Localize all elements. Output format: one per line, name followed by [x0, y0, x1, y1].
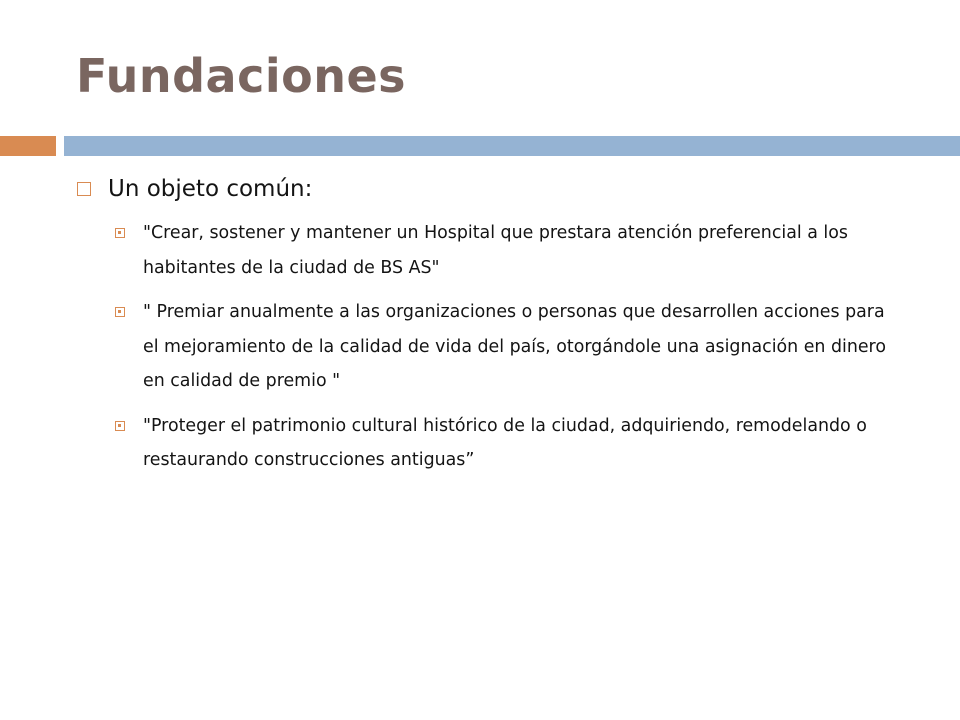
square-dot-bullet-icon: [115, 421, 125, 431]
slide-title: Fundaciones: [76, 49, 407, 103]
bullet-level1-text: Un objeto común:: [108, 176, 313, 202]
sub-bullet-item: [112, 409, 902, 478]
sub-bullet-item: [112, 295, 902, 399]
sub-bullet-text: "Proteger el patrimonio cultural histórico de la ciudad, adquiriendo, remodelando o restaurando construcciones antiguas”: [143, 415, 867, 470]
square-outline-bullet-icon: [77, 182, 91, 196]
sub-bullet-item: [112, 216, 902, 285]
sub-bullet-text: " Premiar anualmente a las organizaciones o personas que desarrollen acciones para el mejoramiento de la calidad de vida del país, otorgándole una asignación en dinero en calidad de premio ": [143, 302, 886, 391]
title-divider-bar: [64, 136, 960, 156]
bullet-level1: [76, 170, 936, 208]
sub-bullet-list: [112, 216, 902, 488]
sub-bullet-text: "Crear, sostener y mantener un Hospital que prestara atención preferencial a los habitantes de la ciudad de BS AS": [143, 223, 848, 278]
title-accent-bar: [0, 136, 56, 156]
square-dot-bullet-icon: [115, 228, 125, 238]
square-dot-bullet-icon: [115, 307, 125, 317]
